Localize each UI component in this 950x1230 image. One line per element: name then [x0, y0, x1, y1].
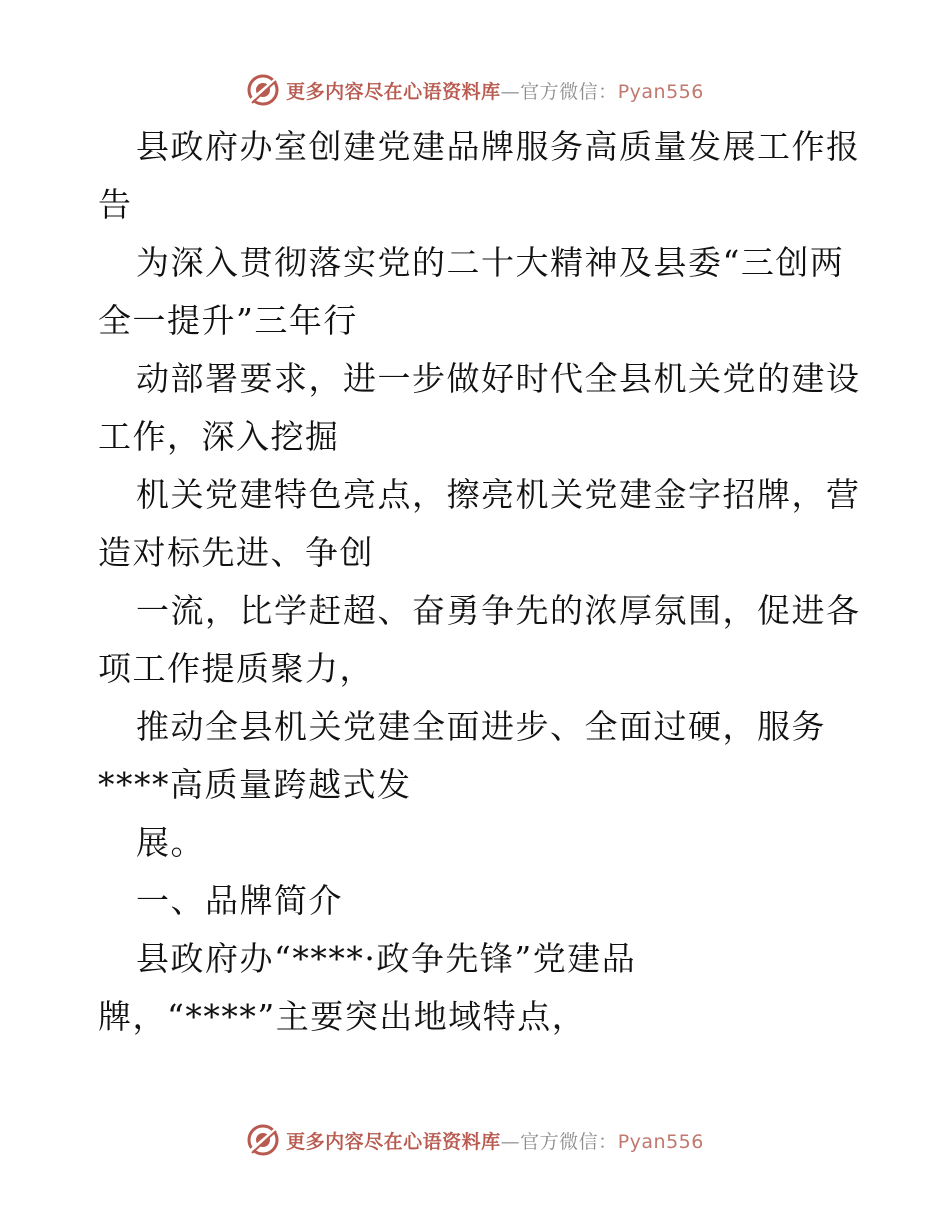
text-line: 县政府办“****·政争先锋”党建品: [136, 939, 637, 978]
watermark-text: [286, 77, 704, 104]
text-line: 一流，比学赶超、奋勇争先的浓厚氛围，促进各: [136, 591, 861, 630]
document-body: [98, 118, 861, 1046]
footer-watermark: [0, 1120, 950, 1160]
text-line: 项工作提质聚力，: [98, 649, 374, 688]
text-line: 展。: [136, 823, 205, 862]
text-line: 县政府办室创建党建品牌服务高质量发展工作报: [136, 127, 861, 166]
watermark-separator: —: [500, 1130, 521, 1153]
watermark-text: [286, 1127, 704, 1154]
watermark-separator: —: [500, 80, 521, 103]
header-watermark: [0, 70, 950, 110]
logo-icon: [246, 73, 280, 107]
watermark-side: 官方微信：: [520, 80, 618, 103]
watermark-side: 官方微信：: [520, 1130, 618, 1153]
watermark: [246, 1123, 704, 1157]
text-line: 全一提升”三年行: [98, 301, 358, 340]
text-line: 动部署要求，进一步做好时代全县机关党的建设: [136, 359, 861, 398]
text-line: 为深入贯彻落实党的二十大精神及县委“三创两: [136, 243, 845, 282]
text-line: 牌，“****”主要突出地域特点，: [98, 997, 587, 1036]
text-line: 机关党建特色亮点，擦亮机关党建金字招牌，营: [136, 475, 861, 514]
logo-icon: [246, 1123, 280, 1157]
watermark-main: 更多内容尽在心语资料库: [286, 80, 501, 103]
watermark-main: 更多内容尽在心语资料库: [286, 1130, 501, 1153]
watermark-id: Pyan556: [617, 1130, 704, 1153]
text-line: 推动全县机关党建全面进步、全面过硬，服务: [136, 707, 826, 746]
text-line: 工作，深入挖掘: [98, 417, 340, 456]
watermark: [246, 73, 704, 107]
watermark-id: Pyan556: [617, 80, 704, 103]
text-line: ****高质量跨越式发: [98, 765, 412, 804]
section-heading: 一、品牌简介: [136, 881, 343, 920]
text-line: 告: [98, 185, 133, 224]
text-line: 造对标先进、争创: [98, 533, 374, 572]
